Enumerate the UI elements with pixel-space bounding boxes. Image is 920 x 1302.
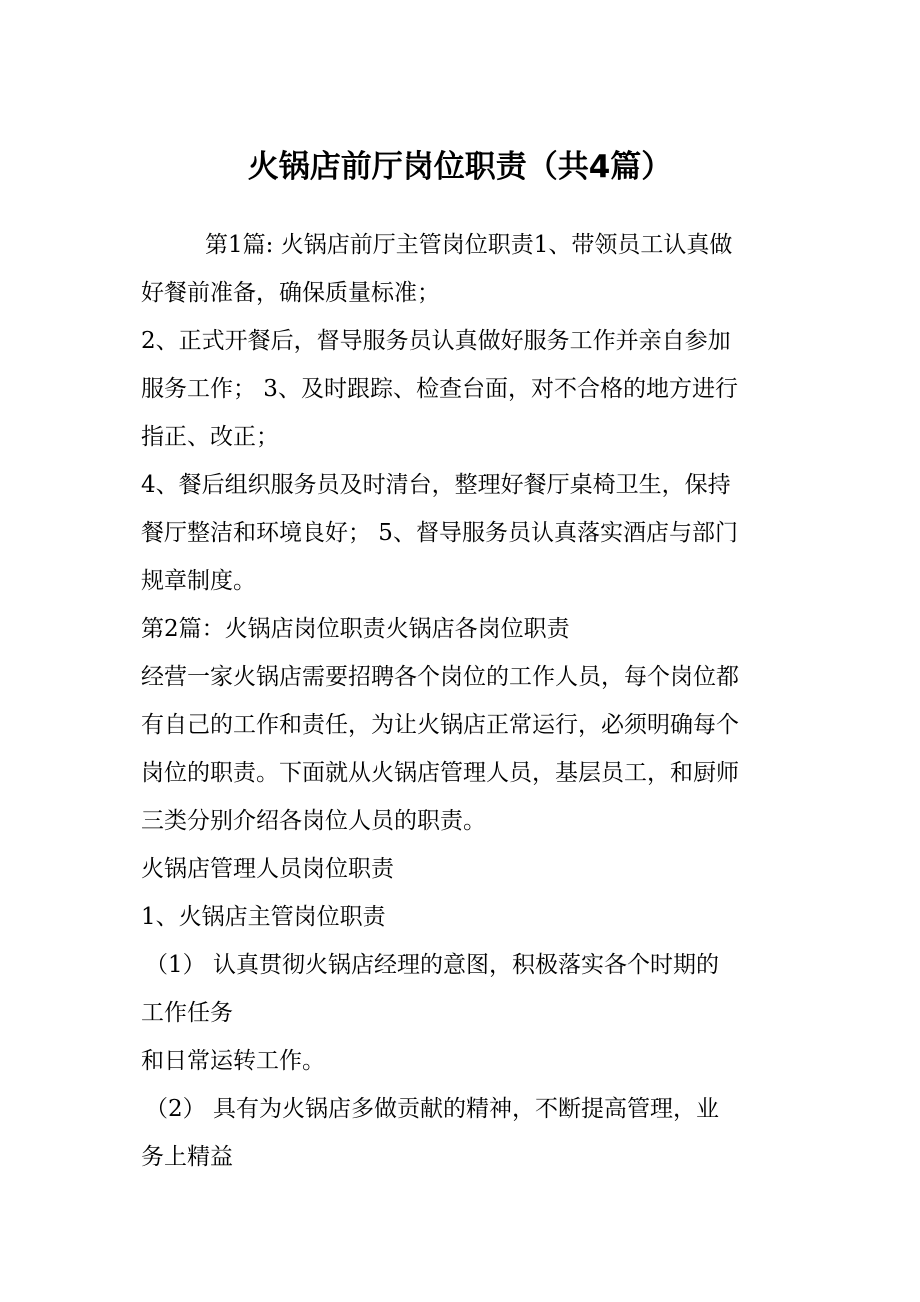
paragraph-line: 4、餐后组织服务员及时清台，整理好餐厅桌椅卫生，保持	[141, 472, 731, 498]
section-heading: 第2篇：火锅店岗位职责火锅店各岗位职责	[141, 616, 570, 642]
paragraph-line: 三类分别介绍各岗位人员的职责。	[141, 808, 486, 834]
document-body	[141, 221, 781, 1181]
paragraph-line: 第1篇: 火锅店前厅主管岗位职责1、带领员工认真做	[205, 232, 733, 258]
paragraph-line: 2、正式开餐后，督导服务员认真做好服务工作并亲自参加	[141, 328, 731, 354]
paragraph-line: 好餐前准备，确保质量标准；	[141, 280, 440, 306]
paragraph-line: 和日常运转工作。	[141, 1048, 325, 1074]
paragraph-line: 岗位的职责。下面就从火锅店管理人员，基层员工，和厨师	[141, 760, 739, 786]
list-item-heading: 1、火锅店主管岗位职责	[141, 904, 386, 930]
paragraph-line: 有自己的工作和责任，为让火锅店正常运行，必须明确每个	[141, 712, 739, 738]
paragraph-line: 指正、改正；	[141, 424, 279, 450]
document-title: 火锅店前厅岗位职责（共4篇）	[247, 149, 673, 185]
subsection-heading: 火锅店管理人员岗位职责	[141, 856, 394, 882]
paragraph-line: 规章制度。	[141, 568, 256, 594]
paragraph-line: 务上精益	[141, 1144, 233, 1170]
paragraph-line: 工作任务	[141, 1000, 233, 1026]
paragraph-line: 服务工作； 3、及时跟踪、检查台面，对不合格的地方进行	[141, 376, 738, 402]
list-item: （2） 具有为火锅店多做贡献的精神，不断提高管理，业	[145, 1096, 719, 1122]
paragraph-line: 经营一家火锅店需要招聘各个岗位的工作人员，每个岗位都	[141, 664, 739, 690]
list-item: （1） 认真贯彻火锅店经理的意图，积极落实各个时期的	[145, 952, 719, 978]
paragraph-line: 餐厅整洁和环境良好； 5、督导服务员认真落实酒店与部门	[141, 520, 738, 546]
